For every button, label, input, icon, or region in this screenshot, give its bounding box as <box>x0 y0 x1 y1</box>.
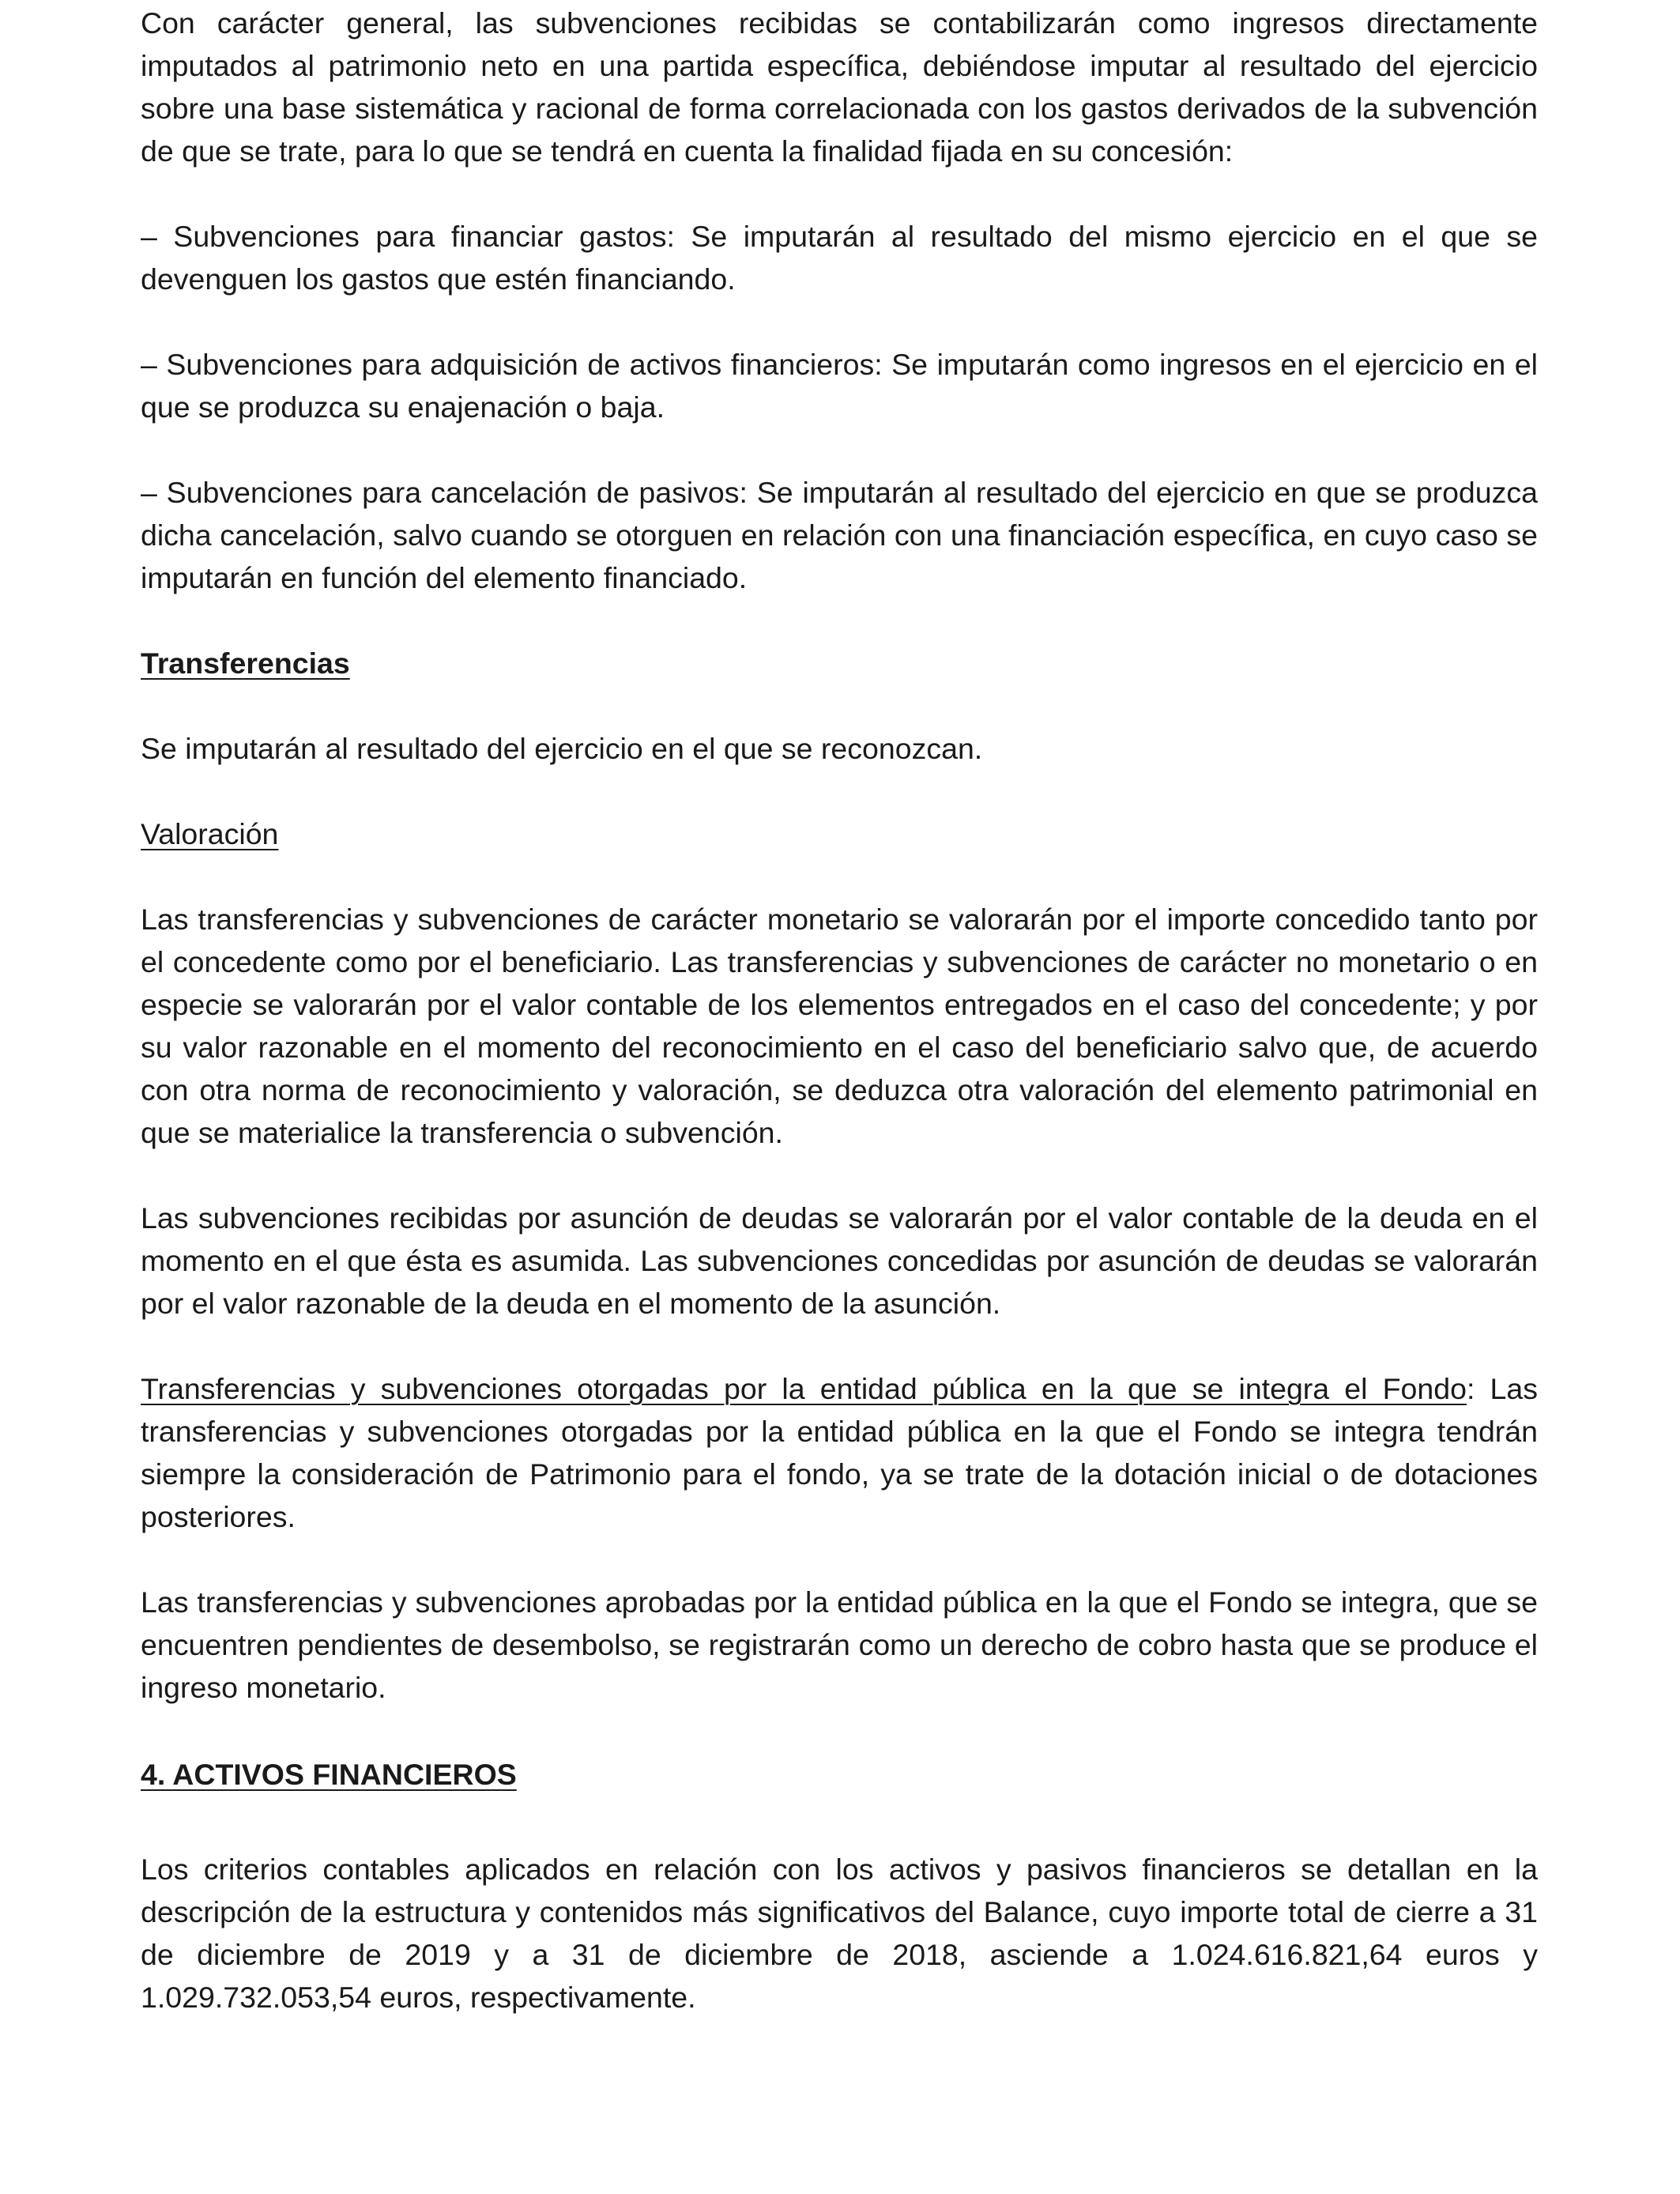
document-page <box>141 0 1538 2019</box>
section-heading-activos-financieros: 4. ACTIVOS FINANCIEROS <box>141 1758 517 1791</box>
paragraph-otorgadas <box>141 1367 1538 1538</box>
bullet-pasivos: – Subvenciones para cancelación de pasivos: Se imputarán al resultado del ejercicio en que se produzca dicha cancelación, salvo cuando se otorguen en relación con una financiación específica, en cuyo caso se imputarán en función del elemento financiado. <box>141 476 1538 594</box>
otorgadas-heading: Transferencias y subvenciones otorgadas por la entidad pública en la que se integra el Fondo <box>141 1372 1467 1405</box>
otorgadas-text: : Las transferencias y subvenciones otorgadas por la entidad pública en la que el Fondo se integra tendrán siempre la consideración de Patrimonio para el fondo, ya se trate de la dotación inicial o de dotaciones posteriores. <box>141 1372 1538 1533</box>
paragraph-transferencias: Se imputarán al resultado del ejercicio en el que se reconozcan. <box>141 732 983 765</box>
paragraph-general: Con carácter general, las subvenciones recibidas se contabilizarán como ingresos directamente imputados al patrimonio neto en una partida específica, debiéndose imputar al resultado del ejercicio sobre una base sistemática y racional de forma correlacionada con los gastos derivados de la subvención de que se trate, para lo que se tendrá en cuenta la finalidad fijada en su concesión: <box>141 6 1538 168</box>
bullet-activos-financieros: – Subvenciones para adquisición de activos financieros: Se imputarán como ingresos en el ejercicio en el que se produzca su enajenación o baja. <box>141 348 1538 424</box>
paragraph-activos-financieros: Los criterios contables aplicados en relación con los activos y pasivos financieros se detallan en la descripción de la estructura y contenidos más significativos del Balance, cuyo importe total de cierre a 31 de diciembre de 2019 y a 31 de diciembre de 2018, asciende a 1.024.616.821,64 euros y 1.029.732.053,54 euros, respectivamente. <box>141 1853 1538 2014</box>
paragraph-valoracion-deudas: Las subvenciones recibidas por asunción de deudas se valorarán por el valor contable de la deuda en el momento en el que ésta es asumida. Las subvenciones concedidas por asunción de deudas se valorarán por el valor razonable de la deuda en el momento de la asunción. <box>141 1201 1538 1320</box>
bullet-gastos: – Subvenciones para financiar gastos: Se imputarán al resultado del mismo ejercicio en el que se devenguen los gastos que estén financiando. <box>141 220 1538 296</box>
heading-valoracion: Valoración <box>141 817 279 850</box>
paragraph-aprobadas: Las transferencias y subvenciones aprobadas por la entidad pública en la que el Fondo se integra, que se encuentren pendientes de desembolso, se registrarán como un derecho de cobro hasta que se produce el ingreso monetario. <box>141 1585 1538 1704</box>
paragraph-valoracion-monetario: Las transferencias y subvenciones de carácter monetario se valorarán por el importe concedido tanto por el concedente como por el beneficiario. Las transferencias y subvenciones de carácter no monetario o en especie se valorarán por el valor contable de los elementos entregados en el caso del concedente; y por su valor razonable en el momento del reconocimiento en el caso del beneficiario salvo que, de acuerdo con otra norma de reconocimiento y valoración, se deduzca otra valoración del elemento patrimonial en que se materialice la transferencia o subvención. <box>141 903 1538 1149</box>
heading-transferencias: Transferencias <box>141 647 350 680</box>
